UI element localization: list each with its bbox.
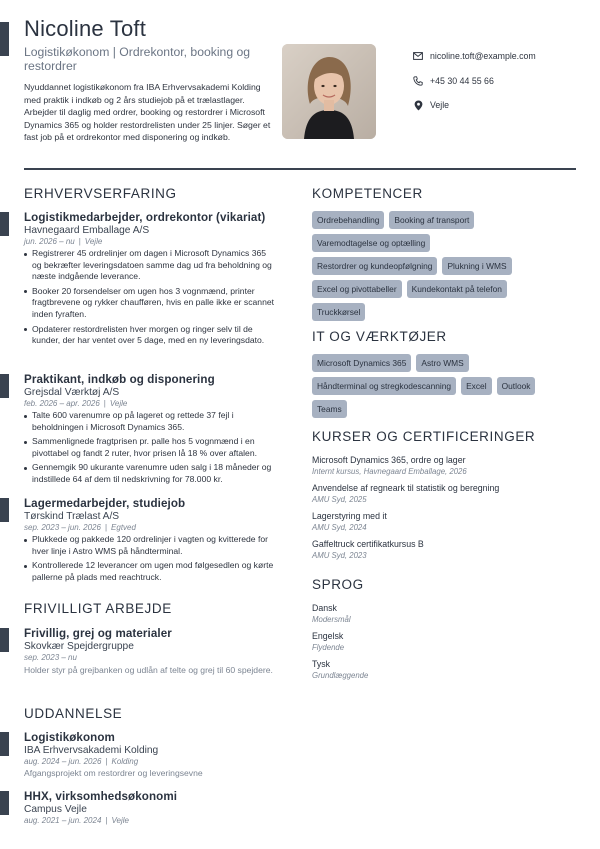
language-name: Tysk [312,659,331,669]
mail-icon [413,51,423,61]
language-level: Grundlæggende [312,671,369,680]
language-item [312,603,576,624]
phone-icon [413,76,423,86]
education-dates: aug. 2021 – jun. 2024 [24,816,102,825]
education-item [24,731,276,779]
course-name: Gaffeltruck certifikatkursus B [312,539,424,549]
course-name: Lagerstyring med it [312,511,387,521]
job-bullet: Booker 20 forsendelser om ugen hos 3 vognmænd, printer fragtbrevene og rykker chaufføren, hvis en palle ikke er scannet inden fyraften. [24,286,276,321]
language-name: Dansk [312,603,337,613]
course-item [312,539,576,560]
job-dates: sep. 2023 – jun. 2026 [24,523,101,532]
candidate-title: Logistikøkonom | Ordrekontor, booking og restordrer [24,45,251,73]
skill-tag: Plukning i WMS [442,257,511,275]
education-dates: aug. 2024 – jun. 2026 [24,757,102,766]
job-company: Havnegaard Emballage A/S [24,225,150,236]
volunteer-org: Skovkær Spejdergruppe [24,641,134,652]
job-bullet: Sammenlignede fragtprisen pr. palle hos 5 vognmænd i en pivottabel og fandt 2 ruter, hvor prisen lå 18 % over aftalen. [24,436,276,459]
language-level: Flydende [312,643,345,652]
tool-tag: Astro WMS [416,354,468,372]
section-title-languages: SPROG [312,577,364,592]
job-location: Vejle [84,237,103,246]
contact-email[interactable] [413,44,536,69]
school-name: Campus Vejle [24,804,87,815]
header-divider [24,168,576,170]
tool-tag: Håndterminal og stregkodescanning [312,377,456,395]
job-meta: feb. 2026 – apr. 2026 | Vejle [24,399,128,408]
tool-tag: Microsoft Dynamics 365 [312,354,411,372]
course-item [312,511,576,532]
course-provider: AMU Syd, 2023 [312,551,367,560]
education-location: Vejle [111,816,129,825]
job-meta: jun. 2026 – nu | Vejle [24,237,103,246]
job-dates: feb. 2026 – apr. 2026 [24,399,100,408]
school-name: IBA Erhvervsakademi Kolding [24,745,159,756]
course-name: Anvendelse af regneark til statistik og beregning [312,483,500,493]
section-title-skills: KOMPETENCER [312,186,423,201]
job-bullet: Registrerer 45 ordrelinjer om dagen i Microsoft Dynamics 365 og bekræfter leveringsdatoen samme dag ud fra beholdning og næste indgående leverance. [24,248,276,283]
job-bullets [24,410,276,486]
course-provider: AMU Syd, 2025 [312,495,367,504]
job-title: Logistikmedarbejder, ordrekontor (vikariat) [24,211,266,224]
volunteer-desc: Holder styr på grejbanken og udlån af telte og grej til 60 spejdere. [24,665,273,675]
section-title-experience: ERHVERVSERFARING [24,186,177,201]
accent-bar-volunteer [0,628,9,652]
job-meta: sep. 2023 – jun. 2026 | Egtved [24,523,136,532]
education-item [24,790,276,825]
volunteer-dates: sep. 2023 – nu [24,653,77,662]
section-title-courses: KURSER OG CERTIFICERINGER [312,429,536,444]
contact-location [413,93,536,118]
tool-tag: Outlook [497,377,536,395]
skill-tag: Booking af transport [389,211,474,229]
skills-tags [312,211,522,321]
skill-tag: Varemodtagelse og optælling [312,234,430,252]
accent-bar-edu-2 [0,791,9,815]
contact-email-text: nicoline.toft@example.com [430,51,536,62]
degree-title: HHX, virksomhedsøkonomi [24,790,178,803]
profile-photo [282,44,376,139]
section-title-volunteer: FRIVILLIGT ARBEJDE [24,601,172,616]
course-name: Microsoft Dynamics 365, ordre og lager [312,455,466,465]
language-item [312,659,576,680]
contact-phone[interactable] [413,69,536,94]
accent-bar-job-3 [0,498,9,522]
experience-item [24,211,276,350]
course-provider: AMU Syd, 2024 [312,523,367,532]
job-location: Egtved [111,523,136,532]
job-location: Vejle [109,399,128,408]
skill-tag: Kundekontakt på telefon [407,280,507,298]
accent-bar-edu-1 [0,732,9,756]
job-bullets [24,248,276,347]
course-provider: Internt kursus, Havnegaard Emballage, 2026 [312,467,467,476]
job-bullet: Kontrollerede 12 leverancer om ugen mod følgesedlen og kørte pallerne på plads med reachtruck. [24,560,276,583]
education-meta: aug. 2021 – jun. 2024 | Vejle [24,816,129,825]
location-pin-icon [413,100,423,110]
tool-tag: Excel [461,377,491,395]
degree-title: Logistikøkonom [24,731,115,744]
job-company: Tørskind Trælast A/S [24,511,120,522]
job-title: Lagermedarbejder, studiejob [24,497,186,510]
accent-bar-job-2 [0,374,9,398]
accent-bar-job-1 [0,212,9,236]
experience-item [24,497,276,586]
job-bullet: Gennemgik 90 ukurante varenumre uden salg i 18 måneder og indstillede 64 af dem til nedskrivning for 78.000 kr. [24,462,276,485]
skill-tag: Excel og pivottabeller [312,280,402,298]
volunteer-item [24,627,276,676]
language-name: Engelsk [312,631,344,641]
contact-list [413,44,536,118]
tools-tags [312,354,552,418]
section-title-education: UDDANNELSE [24,706,123,721]
job-bullet: Opdaterer restordrelisten hver morgen og ringer selv til de kunder, der har ventet over 5 dage, med en ny leveringsdato. [24,324,276,347]
volunteer-title: Frivillig, grej og materialer [24,627,172,640]
job-bullet: Talte 600 varenumre op på lageret og rettede 37 fejl i beholdningen i Microsoft Dynamics 365. [24,410,276,433]
tool-tag: Teams [312,400,347,418]
resume-header [24,16,274,144]
accent-bar-header [0,22,9,56]
job-company: Grejsdal Værktøj A/S [24,387,120,398]
education-meta: aug. 2024 – jun. 2026 | Kolding [24,757,139,766]
job-bullets [24,534,276,583]
job-dates: jun. 2026 – nu [24,237,75,246]
section-title-tools: IT OG VÆRKTØJER [312,329,447,344]
portrait-illustration [282,44,376,139]
job-title: Praktikant, indkøb og disponering [24,373,215,386]
contact-location-text: Vejle [430,100,450,111]
skill-tag: Restordrer og kundeopfølgning [312,257,437,275]
course-item [312,483,576,504]
skill-tag: Ordrebehandling [312,211,384,229]
job-bullet: Plukkede og pakkede 120 ordrelinjer i vagten og kvitterede for hver linje i Astro WMS på håndterminal. [24,534,276,557]
contact-phone-text: +45 30 44 55 66 [430,75,494,86]
profile-summary: Nyuddannet logistikøkonom fra IBA Erhvervsakademi Kolding med praktik i indkøb og 2 års studiejob på et trælastlager. Arbejder til daglig med ordrer, booking og restordrer i Microsoft Dynamics 365 og holder restordrelisten under 25 linjer. Søger et fast job på et ordrekontor med disponering og indkøb. [24,82,271,143]
skill-tag: Truckkørsel [312,303,365,321]
experience-item [24,373,276,489]
language-level: Modersmål [312,615,351,624]
candidate-name: Nicoline Toft [24,16,147,41]
education-location: Kolding [111,757,139,766]
education-desc: Afgangsprojekt om restordrer og leveringsevne [24,768,203,778]
language-item [312,631,576,652]
course-item [312,455,576,476]
